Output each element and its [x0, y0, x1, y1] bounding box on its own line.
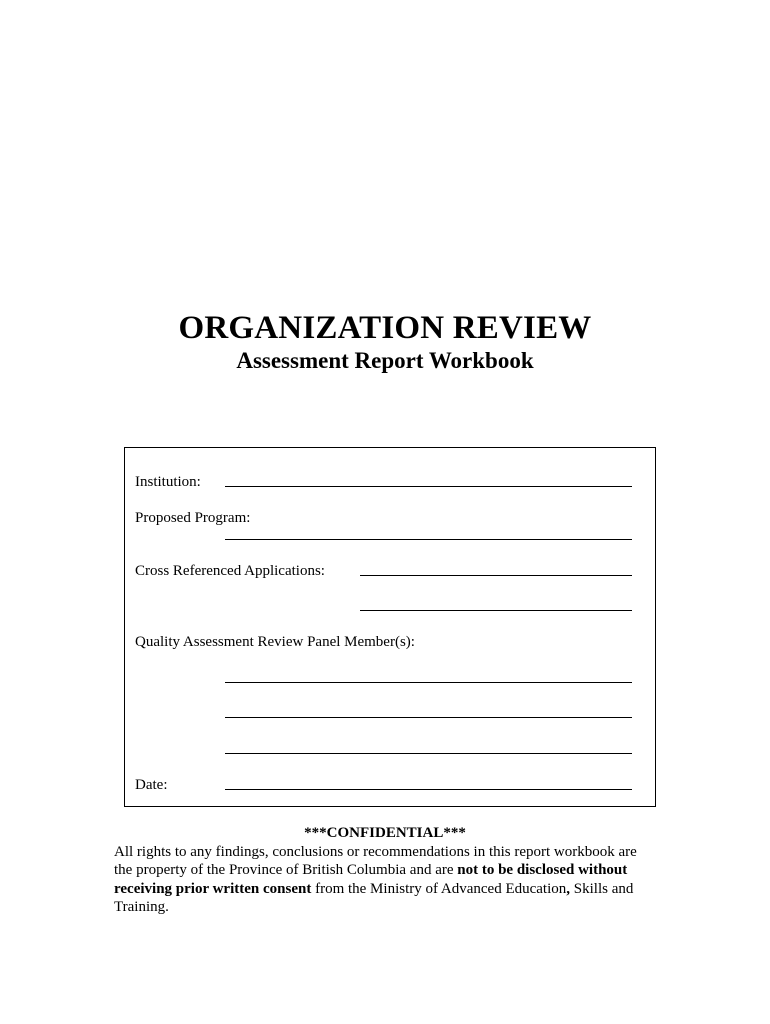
panel-member-line-2[interactable]	[225, 717, 632, 718]
proposed-program-label: Proposed Program:	[135, 510, 251, 526]
notice-text-3: Skills and Training.	[114, 880, 634, 916]
notice-bold-1: not to be disclosed without receiving prior written consent	[114, 862, 628, 897]
date-line[interactable]	[225, 789, 632, 790]
cross-referenced-line-1[interactable]	[360, 575, 632, 576]
institution-label: Institution:	[135, 474, 201, 490]
form-box	[124, 447, 656, 807]
panel-member-line-1[interactable]	[225, 682, 632, 683]
confidentiality-notice	[114, 843, 654, 917]
panel-members-label: Quality Assessment Review Panel Member(s):	[135, 634, 415, 650]
panel-member-line-3[interactable]	[225, 753, 632, 754]
confidential-heading: ***CONFIDENTIAL***	[304, 825, 466, 841]
cross-referenced-line-2[interactable]	[360, 610, 632, 611]
proposed-program-line[interactable]	[225, 539, 632, 540]
date-label: Date:	[135, 777, 168, 793]
notice-text-1: All rights to any findings, conclusions or recommendations in this report workbook are the property of the Province of British Columbia and are	[114, 844, 637, 879]
document-title: ORGANIZATION REVIEW	[178, 310, 592, 346]
document-subtitle: Assessment Report Workbook	[236, 348, 534, 373]
notice-bold-2: ,	[566, 880, 571, 897]
cross-referenced-label: Cross Referenced Applications:	[135, 563, 325, 579]
institution-line[interactable]	[225, 486, 632, 487]
notice-text-2: from the Ministry of Advanced Education	[311, 880, 567, 897]
